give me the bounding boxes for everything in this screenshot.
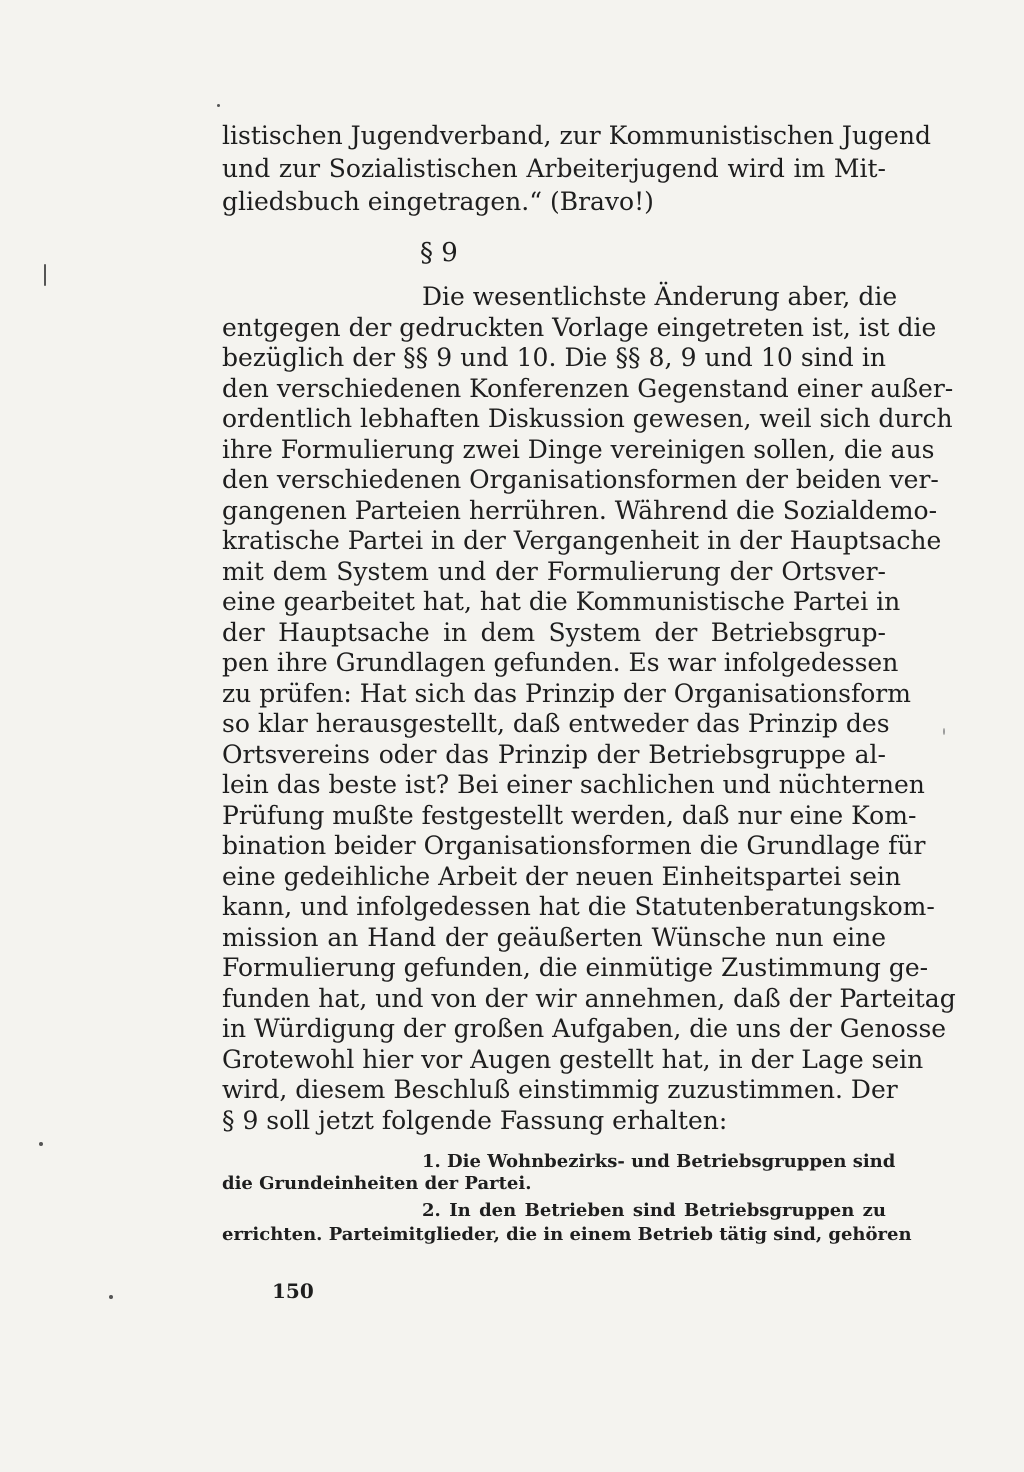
body-line: Die wesentlichste Änderung aber, die xyxy=(422,282,898,311)
body-line: entgegen der gedruckten Vorlage eingetreten ist, ist die xyxy=(222,313,937,342)
page-number: 150 xyxy=(272,1279,314,1303)
scan-mark xyxy=(44,264,46,286)
section-heading: § 9 xyxy=(420,238,458,268)
scan-speck xyxy=(39,1142,43,1146)
body-line: der Hauptsache in dem System der Betriebsgrup- xyxy=(222,618,886,647)
body-line: bination beider Organisationsformen die Grundlage für xyxy=(222,831,926,860)
body-line: mit dem System und der Formulierung der Ortsver- xyxy=(222,557,886,586)
body-line: eine gearbeitet hat, hat die Kommunistische Partei in xyxy=(222,587,901,616)
body-line: § 9 soll jetzt folgende Fassung erhalten: xyxy=(222,1106,728,1135)
intro-line: listischen Jugendverband, zur Kommunistischen Jugend xyxy=(222,121,931,150)
body-line: Formulierung gefunden, die einmütige Zustimmung ge- xyxy=(222,953,929,982)
statute-line: 1. Die Wohnbezirks- und Betriebsgruppen sind xyxy=(422,1151,896,1172)
body-line: Prüfung mußte festgestellt werden, daß nur eine Kom- xyxy=(222,801,917,830)
body-line: in Würdigung der großen Aufgaben, die uns der Genosse xyxy=(222,1014,947,1043)
scan-speck xyxy=(217,104,220,107)
body-line: gangenen Parteien herrühren. Während die Sozialdemo- xyxy=(222,496,938,525)
body-line: bezüglich der §§ 9 und 10. Die §§ 8, 9 und 10 sind in xyxy=(222,343,886,372)
body-line: mission an Hand der geäußerten Wünsche nun eine xyxy=(222,923,886,952)
scan-speck xyxy=(943,728,945,735)
body-line: funden hat, und von der wir annehmen, daß der Parteitag xyxy=(222,984,956,1013)
body-line: ihre Formulierung zwei Dinge vereinigen sollen, die aus xyxy=(222,435,935,464)
body-line: eine gedeihliche Arbeit der neuen Einheitspartei sein xyxy=(222,862,901,891)
body-line: kann, und infolgedessen hat die Statutenberatungskom- xyxy=(222,892,935,921)
body-line: Grotewohl hier vor Augen gestellt hat, in der Lage sein xyxy=(222,1045,924,1074)
intro-line: gliedsbuch eingetragen.“ (Bravo!) xyxy=(222,187,654,216)
body-line: zu prüfen: Hat sich das Prinzip der Organisationsform xyxy=(222,679,911,708)
statute-line: die Grundeinheiten der Partei. xyxy=(222,1173,532,1194)
body-line: so klar herausgestellt, daß entweder das Prinzip des xyxy=(222,709,890,738)
body-line: wird, diesem Beschluß einstimmig zuzustimmen. Der xyxy=(222,1075,898,1104)
body-line: den verschiedenen Organisationsformen der beiden ver- xyxy=(222,465,939,494)
statute-line: 2. In den Betrieben sind Betriebsgruppen zu xyxy=(422,1200,886,1221)
body-line: kratische Partei in der Vergangenheit in der Hauptsache xyxy=(222,526,942,555)
intro-line: und zur Sozialistischen Arbeiterjugend wird im Mit- xyxy=(222,154,886,183)
scan-speck xyxy=(109,1295,113,1299)
body-line: lein das beste ist? Bei einer sachlichen und nüchternen xyxy=(222,770,925,799)
body-line: den verschiedenen Konferenzen Gegenstand einer außer- xyxy=(222,374,954,403)
statute-line: errichten. Parteimitglieder, die in einem Betrieb tätig sind, gehören xyxy=(222,1224,912,1245)
body-line: pen ihre Grundlagen gefunden. Es war infolgedessen xyxy=(222,648,899,677)
body-line: ordentlich lebhaften Diskussion gewesen, weil sich durch xyxy=(222,404,953,433)
body-line: Ortsvereins oder das Prinzip der Betriebsgruppe al- xyxy=(222,740,886,769)
